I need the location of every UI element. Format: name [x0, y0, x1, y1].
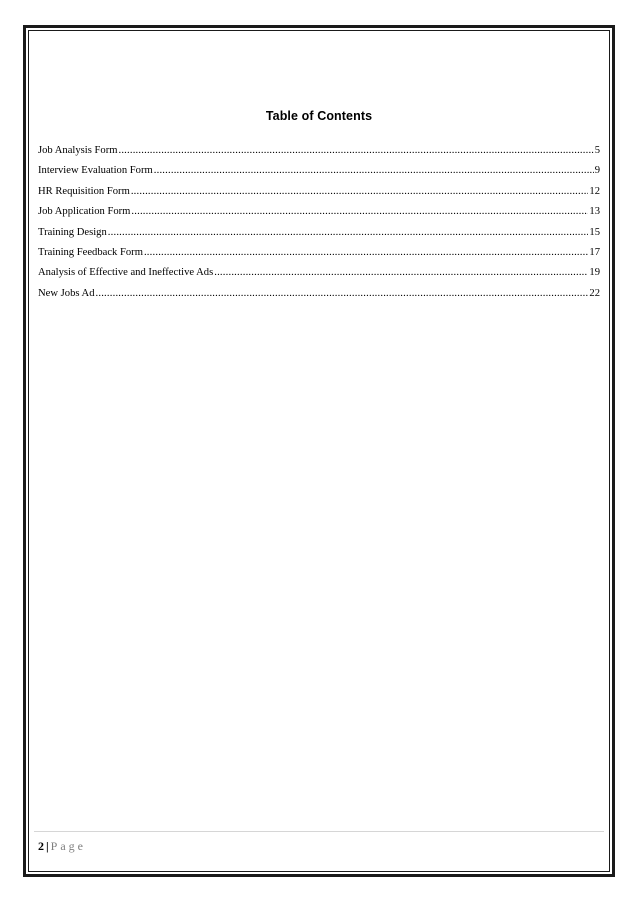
toc-entry-label: Analysis of Effective and Ineffective Ads: [38, 267, 214, 279]
toc-entry-page: 13: [589, 206, 600, 218]
toc-leader-dots: [131, 204, 588, 219]
toc-entry-page: 5: [594, 145, 600, 156]
toc-entry-job-analysis-form[interactable]: [38, 143, 600, 163]
toc-entry-hr-requisition-form[interactable]: [38, 184, 600, 204]
toc-list: [38, 143, 600, 306]
toc-leader-dots: [154, 163, 594, 178]
footer-page-word: Page: [50, 839, 86, 853]
toc-entry-interview-evaluation-form[interactable]: [38, 163, 600, 183]
toc-leader-dots: [108, 225, 589, 240]
toc-entry-page: 19: [589, 267, 600, 279]
toc-entry-page: 15: [589, 226, 600, 238]
toc-entry-new-jobs-ad[interactable]: [38, 286, 600, 306]
toc-leader-dots: [131, 184, 589, 199]
toc-entry-training-feedback-form[interactable]: [38, 245, 600, 265]
toc-leader-dots: [118, 143, 593, 158]
toc-entry-label: Interview Evaluation Form: [38, 165, 153, 177]
toc-entry-label: Job Application Form: [38, 206, 131, 218]
toc-entry-page: 17: [589, 246, 600, 258]
toc-entry-analysis-of-ads[interactable]: [38, 265, 600, 285]
footer-divider: [34, 831, 604, 832]
toc-entry-label: HR Requisition Form: [38, 185, 130, 197]
toc-leader-dots: [96, 286, 589, 301]
toc-entry-job-application-form[interactable]: [38, 204, 600, 224]
footer-separator: |: [46, 839, 49, 853]
toc-leader-dots: [144, 245, 588, 260]
toc-entry-label: Training Feedback Form: [38, 246, 143, 258]
toc-entry-label: Training Design: [38, 226, 107, 238]
toc-entry-label: Job Analysis Form: [38, 145, 118, 156]
footer-page-number: 2: [38, 839, 44, 853]
toc-entry-training-design[interactable]: [38, 225, 600, 245]
toc-entry-page: 22: [589, 287, 600, 299]
toc-leader-dots: [214, 265, 588, 280]
toc-title: Table of Contents: [265, 109, 373, 123]
toc-entry-page: 9: [594, 165, 600, 177]
toc-entry-label: New Jobs Ad: [38, 287, 95, 299]
toc-entry-page: 12: [589, 185, 600, 197]
page-footer: [38, 838, 86, 854]
